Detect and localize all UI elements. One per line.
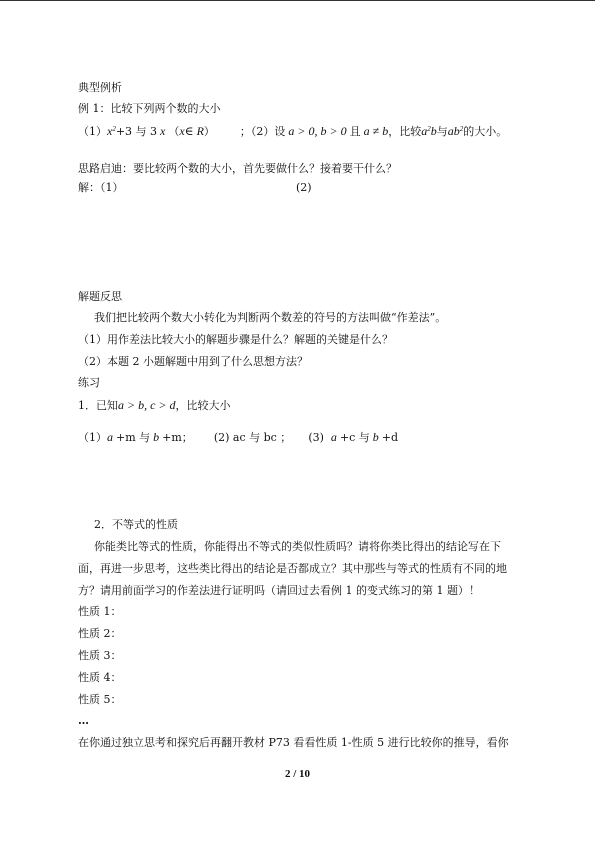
page-top-rule	[0, 0, 595, 1]
sub1-label: （1）	[78, 431, 107, 444]
math-a: a	[107, 430, 116, 444]
practice-item-1-prefix: 1．已知	[78, 399, 118, 412]
practice-subitems	[78, 430, 398, 445]
sub3-label: (3)	[308, 431, 324, 444]
sub2-text: (2) ac 与 bc ；	[213, 431, 292, 444]
section-2-para-line-1: 你能类比等式的性质，你能得出不等式的类似性质吗？请将你类比得出的结论写在下	[94, 540, 501, 553]
property-3: 性质 3：	[78, 649, 122, 662]
problem-1-plus3: +3 与 3	[115, 125, 158, 138]
example-1-title: 例 1：比较下列两个数的大小	[78, 102, 221, 115]
problem-2-end: 的大小。	[463, 125, 508, 138]
reflection-question-1: （1）用作差法比较大小的解题步骤是什么？解题的关键是什么？	[78, 333, 393, 346]
reflection-line-1: 我们把比较两个数大小转化为判断两个数差的符号的方法叫做“作差法”。	[94, 311, 447, 324]
math-a2b: $a^2b$	[421, 124, 437, 138]
problem-2-label: ；（2）设	[239, 125, 286, 138]
math-b: b	[150, 430, 163, 444]
math-abcd-condition: a > b, c > d	[118, 398, 176, 412]
paren-open: （	[168, 125, 180, 138]
problem-2-text1: 且	[349, 125, 361, 138]
property-4: 性质 4：	[78, 671, 122, 684]
section-title: 典型例析	[78, 81, 122, 94]
property-5: 性质 5：	[78, 693, 122, 706]
reflection-question-2: （2）本题 2 小题解题中用到了什么思想方法？	[78, 355, 308, 368]
property-2: 性质 2：	[78, 627, 122, 640]
practice-title: 练习	[78, 376, 100, 389]
sub1-end: +m；	[162, 431, 193, 444]
property-1: 性质 1：	[78, 605, 122, 618]
problem-1-label: （1）	[78, 125, 107, 138]
section-2-para-line-2: 面，再进一步思考，这些类比得出的结论是否都成立？其中那些与等式的性质有不同的地	[78, 562, 507, 575]
reflection-title: 解题反思	[78, 290, 122, 303]
hint-text: 思路启迪：要比较两个数的大小，首先要做什么？接着要干什么？	[78, 162, 397, 175]
problem-1-close: ）	[203, 125, 215, 138]
math-ab2: $ab^2$	[447, 124, 464, 138]
practice-item-1	[78, 398, 231, 413]
ellipsis-mark: …	[78, 714, 90, 727]
math-x: x	[157, 124, 169, 138]
section-2-para-line-3: 方？请用前面学习的作差法进行证明吗（请回过去看例 1 的变式练习的第 1 题）！	[78, 584, 480, 597]
math-a-ne-b: a ≠ b	[360, 124, 389, 138]
section-2-title: 2．不等式的性质	[94, 518, 178, 531]
closing-line: 在你通过独立思考和探究后再翻开教材 P73 看看性质 1-性质 5 进行比较你的推导，看你	[78, 736, 509, 749]
math-b-2: b	[369, 430, 382, 444]
page-number: 2 / 10	[284, 768, 311, 780]
problem-2-text2: ，比较	[388, 125, 422, 138]
example-1-problems	[78, 124, 507, 139]
math-a-2: a	[330, 430, 340, 444]
problem-2-and: 与	[436, 125, 448, 138]
sub3-plus-c: +c 与	[339, 431, 370, 444]
sub3-plus-d: +d	[381, 431, 399, 444]
sub1-plus-m: +m 与	[116, 431, 151, 444]
practice-item-1-suffix: ，比较大小	[175, 399, 231, 412]
math-condition: a > 0, b > 0	[285, 124, 350, 138]
solution-part-2: (2)	[296, 181, 312, 194]
solution-label: 解：（1）	[78, 181, 124, 194]
math-x-squared: $x^2$	[107, 124, 116, 138]
math-x-in-r: x∈ R	[179, 124, 204, 138]
